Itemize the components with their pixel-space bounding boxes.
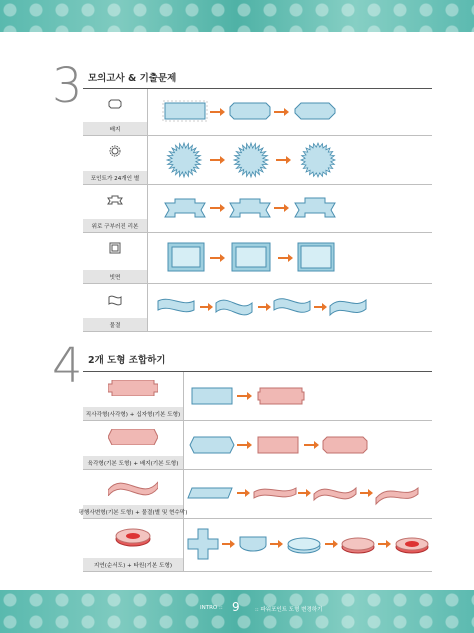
- footer-intro: INTRO ::: [200, 605, 223, 611]
- row-label: 배지: [83, 122, 147, 135]
- table-row: [83, 89, 432, 136]
- star-shape: [234, 143, 268, 177]
- ribbon-icon: [83, 194, 147, 206]
- bevel-icon: [83, 242, 147, 254]
- shape-preview-icon: [83, 429, 183, 445]
- star-shape: [301, 143, 335, 177]
- row-label: 위로 구부러진 리본: [83, 219, 147, 232]
- table-row: [83, 372, 432, 421]
- header-band: [0, 0, 474, 32]
- arrow-icon: [276, 156, 291, 164]
- row-label: 평행사변형(기본 도형) + 물결(별 및 현수막): [83, 505, 183, 518]
- table-row: [78, 470, 432, 519]
- table-row: [83, 185, 432, 233]
- section-4-number: 4: [52, 338, 83, 394]
- section-3-title: 모의고사 & 기출문제: [88, 73, 177, 84]
- table-row: [83, 421, 432, 470]
- section-4-table: [78, 371, 432, 572]
- shape-preview-icon: [83, 380, 183, 396]
- row-label: 육각형(기본 도형) + 배지(기본 도형): [83, 456, 183, 469]
- row-label: 지연(순서도) + 타원(기본 도형): [83, 558, 183, 571]
- table-row: [83, 233, 432, 284]
- star-shape: [167, 143, 201, 177]
- table-row: [83, 136, 432, 185]
- section-4-title: 2개 도형 조합하기: [88, 355, 166, 366]
- arrow-icon: [210, 156, 225, 164]
- section-3-table: [83, 88, 432, 332]
- wave-icon: [83, 294, 147, 306]
- row-label: 물결: [83, 318, 147, 331]
- row-label: 포인트가 24개인 별: [83, 171, 147, 184]
- page-number: 9: [232, 600, 240, 614]
- section-3-number: 3: [52, 58, 83, 114]
- star-icon: [83, 144, 147, 158]
- table-row: [83, 284, 432, 332]
- footer-chapter: :: 파워포인트 도형 변경하기: [255, 607, 323, 613]
- shape-preview-icon: [83, 476, 183, 496]
- row-label: 직사각형(사각형) + 십자형(기본 도형): [83, 407, 183, 420]
- badge-icon: [83, 98, 147, 110]
- row-label: 빗면: [83, 270, 147, 283]
- table-row: [83, 519, 432, 572]
- shape-preview-icon: [83, 525, 183, 549]
